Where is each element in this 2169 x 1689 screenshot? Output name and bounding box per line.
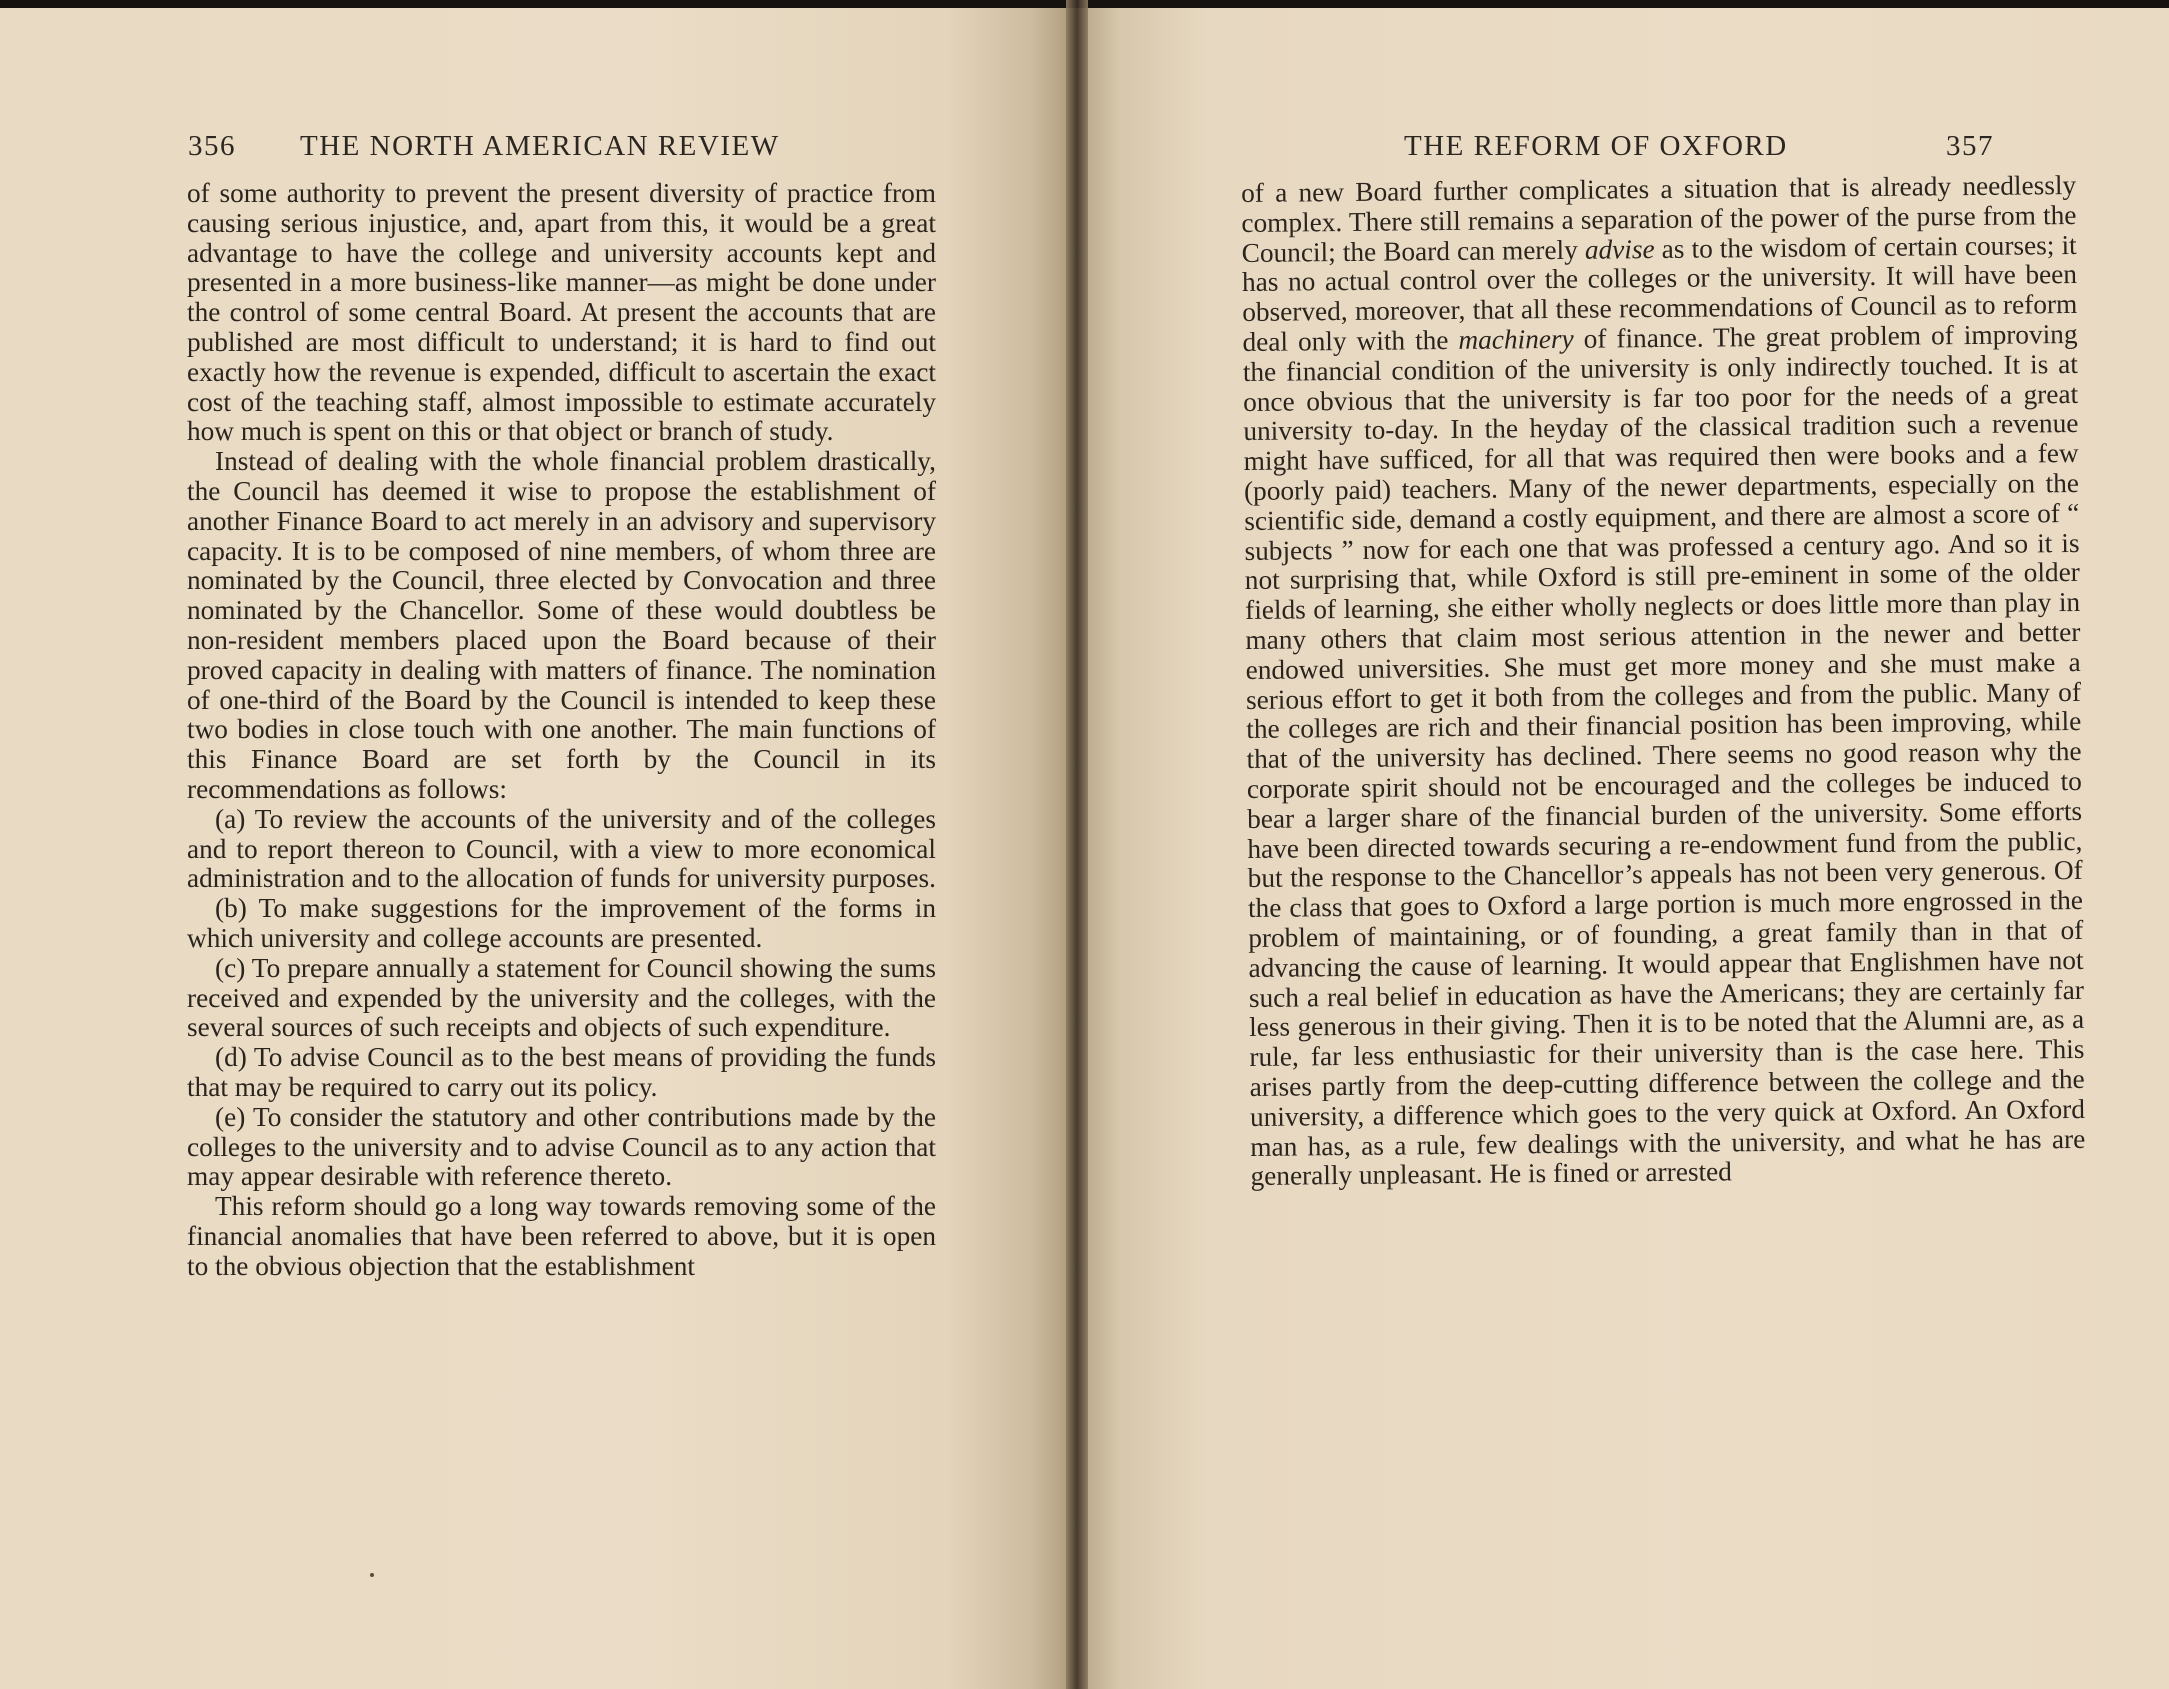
text-run: of finance. The great problem of improving the financial condition of the university is only indirectly touched. It is at once obvious that the university is far too poor for the needs of a great university to-day. In the heyday of the classical tradition such a revenue might have sufficed, for all that was required then were books and a few (poorly paid) teachers. Many of the newer departments, especially on the scientific side, demand a costly equipment, and there are almost a score of “ subjects ” now for each one that was professed a century ago. And so it is not surprising that, while Oxford is still pre-eminent in some of the older fields of learning, she either wholly neglects or does little more than play in many others that claim most serious attention in the newer and better endowed universities. She must get more money and she must make a serious effort to get it both from the colleges and from the public. Many of the colleges are rich and their financial position has been improving, while that of the university has declined. There seems no good reason why the corporate spirit should not be encouraged and the colleges be induced to bear a larger share of the financial burden of the university. Some efforts have been directed towards securing a re-endowment fund from the public, but the response to the Chancellor’s appeals has not been very generous. Of the class that goes to Oxford a large portion is much more engrossed in the problem of maintaining, or of founding, a great family than in that of advancing the cause of learning. It would appear that Englishmen have not such a real belief in education as have the Americans; they are certainly far less generous in their giving. Then it is to be noted that the Alumni are, as a rule, far less enthusiastic for their university than is the case here. This arises partly from the deep-cutting difference between the college and the university, a difference which goes to the very quick at Oxford. An Oxford man has, as a rule, few dealings with the university, and what he has are generally unpleasant. He is fined or arrested [1242,318,2086,1192]
book-gutter [1066,0,1088,1689]
text-run: of a new Board further complicates a situation that is already needlessly complex. There still remains a separation of the power of the purse from the Council; the Board can merely [1240,169,2077,268]
list-item: (a) To review the accounts of the university and of the colleges and to report thereon to Council, with a view to more economical administration and to the allocation of funds for university purposes. [187,803,936,894]
paragraph: of some authority to prevent the present diversity of practice from causing serious injustice, and, apart from this, it would be a great advantage to have the college and university accounts kept and presented in a more business-like manner—as might be done under the control of some central Board. At present the accounts that are published are most difficult to understand; it is hard to find out exactly how the revenue is expended, difficult to ascertain the exact cost of the teaching staff, almost impossible to estimate accurately how much is spent on this or that object or branch of study. [187,178,936,447]
right-page [1076,8,2169,1689]
page-number-right: 357 [1946,130,1994,162]
running-head-right: THE REFORM OF OXFORD [1404,130,1788,162]
paragraph: Instead of dealing with the whole financial problem drastically, the Council has deemed it wise to propose the establishment of another Finance Board to act merely in an advisory and supervisory capacity. It is to be composed of nine members, of whom three are nominated by the Council, three elected by Convocation and three nominated by the Chancellor. Some of these would doubtless be non-resident members placed upon the Board because of their proved capacity in dealing with matters of finance. The nomination of one-third of the Board by the Council is intended to keep these two bodies in close touch with one another. The main functions of this Finance Board are set forth by the Council in its recommendations as follows: [187,446,936,804]
left-page [0,8,1076,1689]
paragraph: This reform should go a long way towards removing some of the financial anomalies that have been referred to above, but it is open to the obvious objection that the establishment [187,1191,936,1281]
right-page-body [1241,171,2086,1192]
italic-word: machinery [1458,323,1574,355]
page-number-left: 356 [188,130,236,162]
running-head-left: THE NORTH AMERICAN REVIEW [300,130,780,162]
list-item: (d) To advise Council as to the best means of providing the funds that may be required to carry out its policy. [187,1042,936,1102]
list-item: (c) To prepare annually a statement for Council showing the sums received and expended by the university and the colleges, with the several sources of such receipts and objects of such expenditure. [187,952,936,1043]
left-page-body [187,179,936,1281]
list-item: (b) To make suggestions for the improvement of the forms in which university and college accounts are presented. [187,893,936,953]
italic-word: advise [1584,233,1655,265]
text-run: as to the wisdom of certain courses; it has no actual control over the colleges or the university. It will have been observed, moreover, that all these recommendations of Council as to reform deal only with the [1241,229,2078,357]
paragraph [1241,171,2086,1192]
paper-speck [370,1573,374,1577]
list-item: (e) To consider the statutory and other contributions made by the colleges to the university and to advise Council as to any action that may appear desirable with reference thereto. [187,1101,936,1192]
